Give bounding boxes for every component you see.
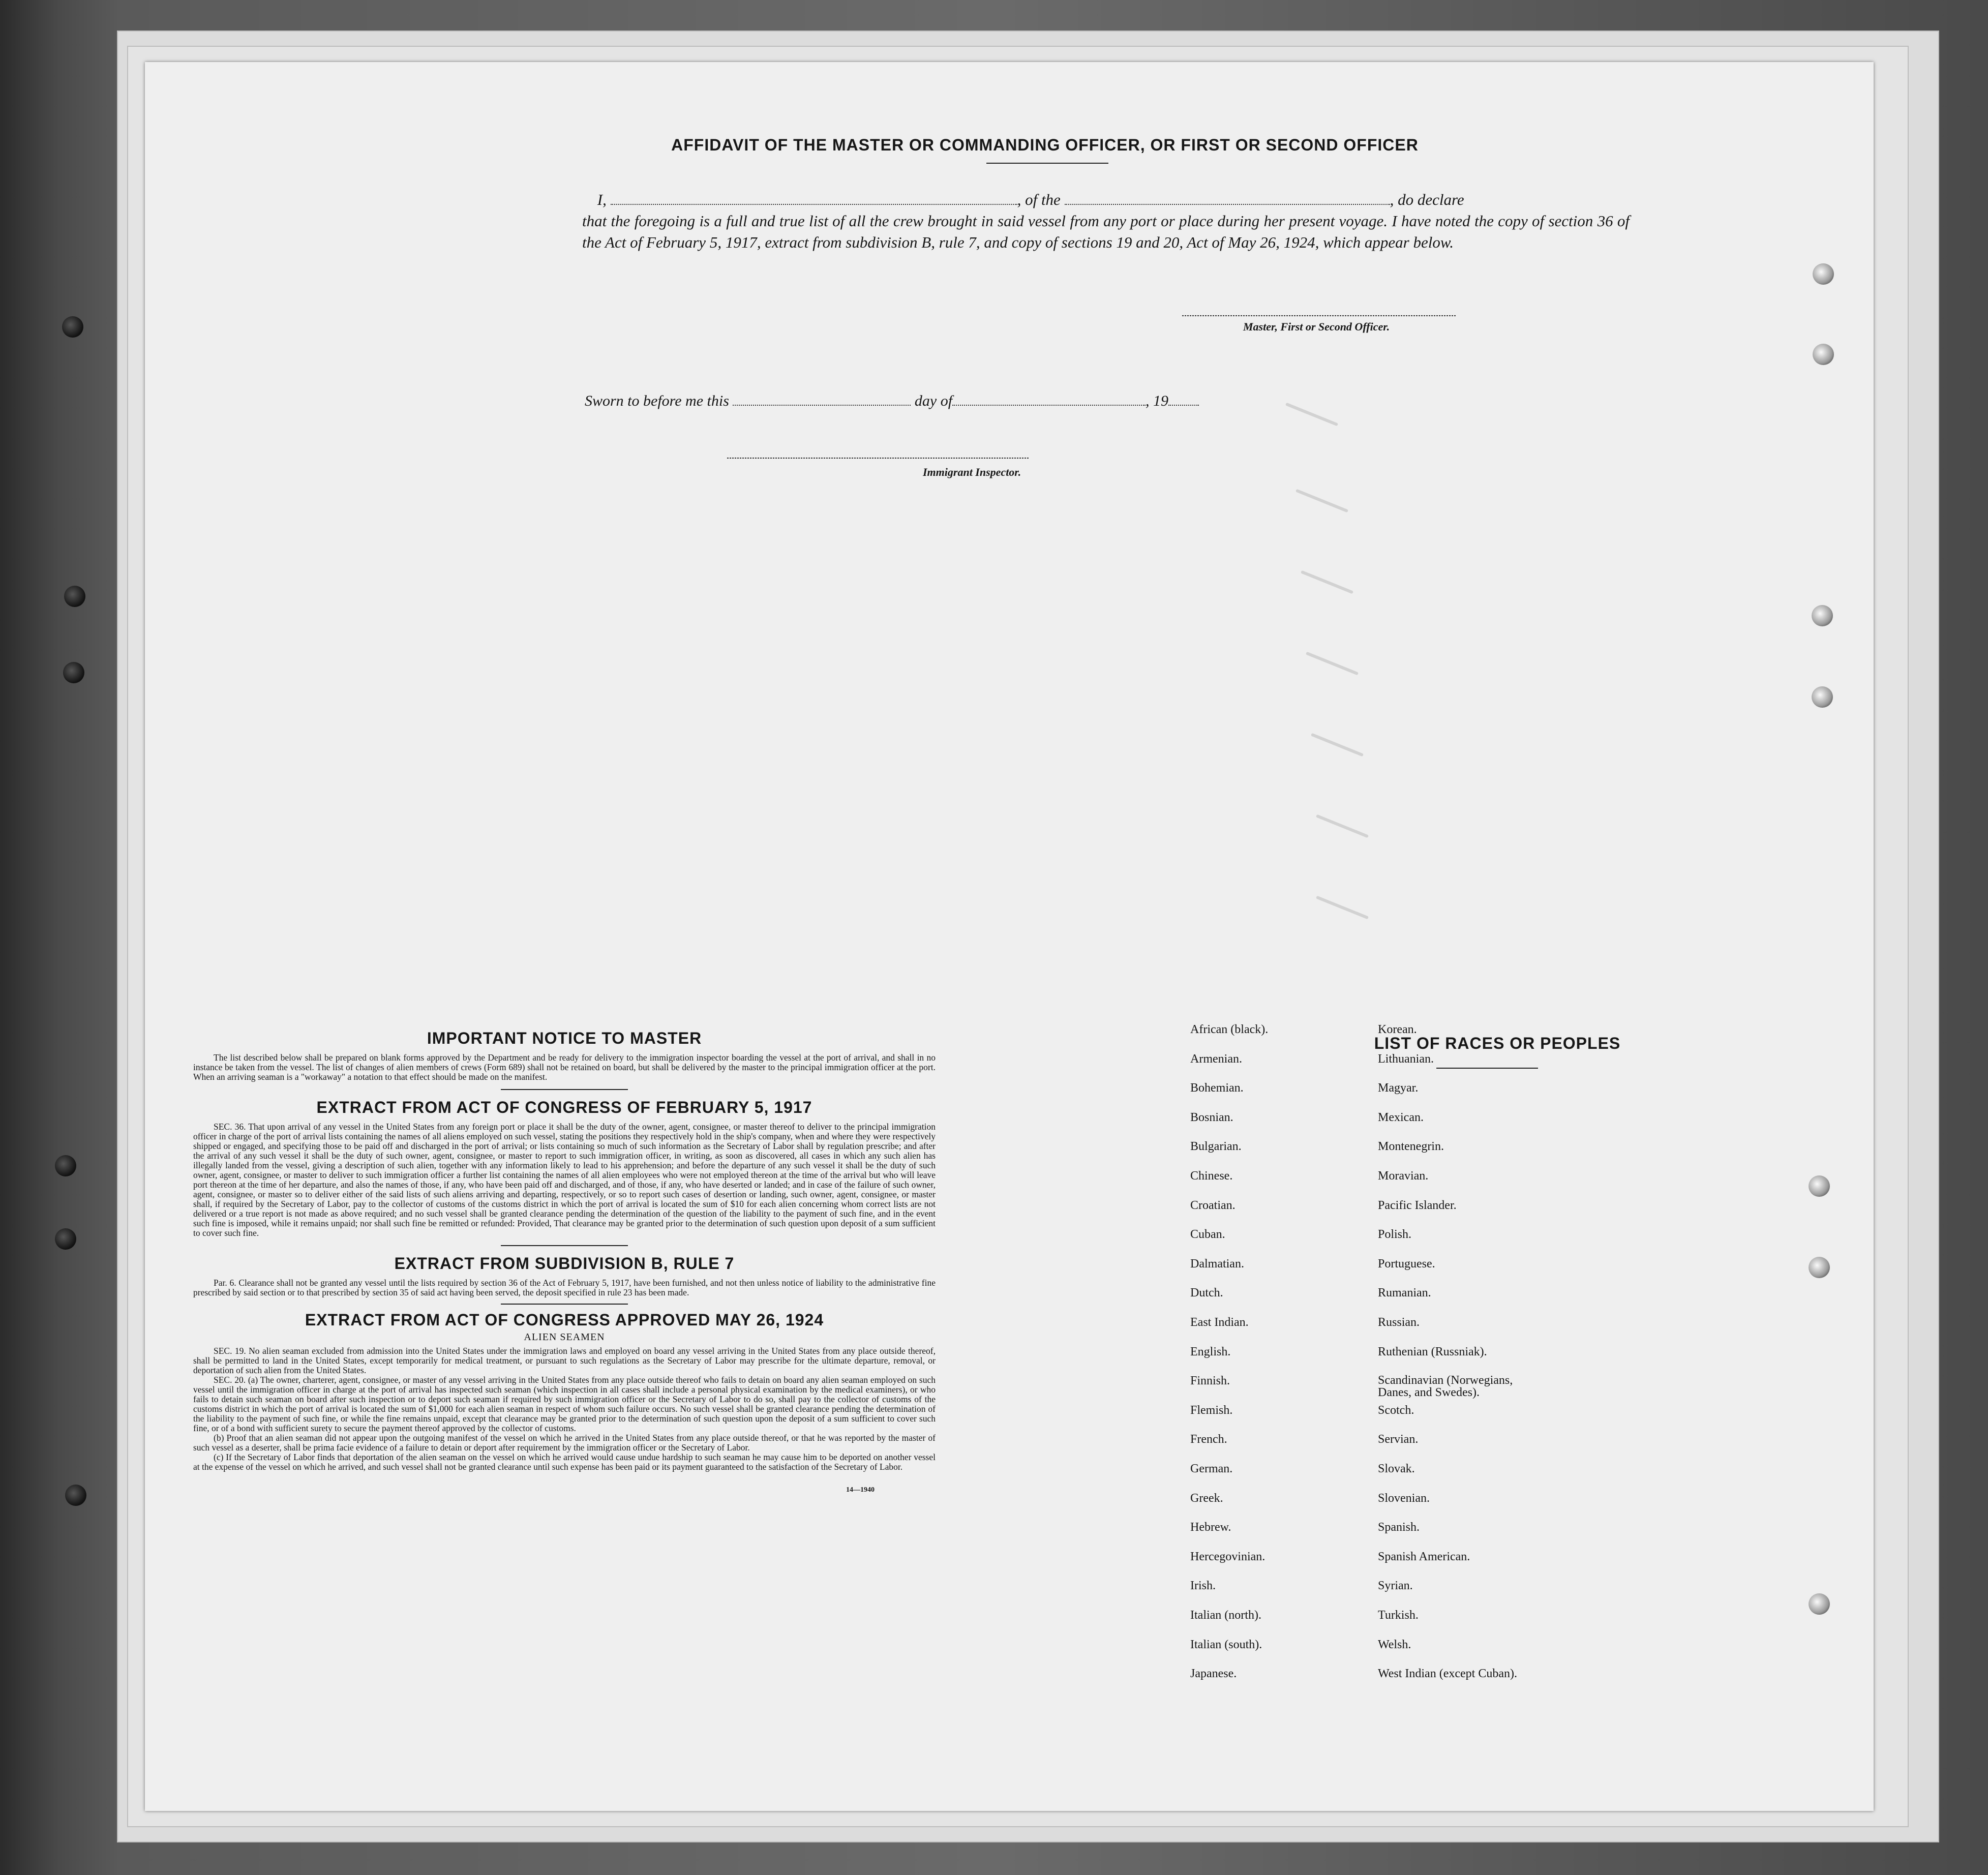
race-item: Italian (north). — [1190, 1609, 1261, 1622]
section-rule — [501, 1245, 628, 1246]
binder-hole-right — [1813, 263, 1834, 285]
bleed-through-mark — [1316, 814, 1369, 838]
sworn-line — [585, 392, 1199, 410]
notices-column — [193, 1029, 936, 1494]
binder-hole-left — [55, 1228, 76, 1250]
race-item: Hercegovinian. — [1190, 1550, 1266, 1563]
race-item: Chinese. — [1190, 1169, 1233, 1183]
document-page — [145, 62, 1874, 1811]
sec20a-text: SEC. 20. (a) The owner, charterer, agent, consignee, or master of any vessel arriving in the United States from any place outside thereof who fails to detain on board any alien seaman employed on such vessel until the immigration officer in charge at the port of arrival has inspected such seaman (which inspection in all cases shall include a personal physical examination by the medical examiners), or who fails to detain such seaman on board after such inspection or to deport such seaman if required by such immigration officer or the Secretary of Labor to do so, shall pay to the collector of customs of the customs district in which the port of arrival is located the sum of $1,000 for each alien seaman in respect of whom such failure occurs. No such vessel shall be granted clearance pending the determination of the liability to the payment of such fine, or while the fine remains unpaid, except that clearance may be granted prior to the determination of such question upon the deposit of a sum sufficient to cover such fine, or of a bond with sufficient surety to secure the payment thereof approved by the collector of customs. — [193, 1375, 936, 1433]
race-item: Lithuanian. — [1378, 1052, 1434, 1066]
bleed-through-mark — [1316, 896, 1369, 920]
race-item: Moravian. — [1378, 1169, 1429, 1183]
race-item: French. — [1190, 1433, 1227, 1446]
race-item: Scotch. — [1378, 1403, 1414, 1417]
sworn-text: Sworn to before me this — [585, 392, 729, 409]
affidavit-declare: , do declare — [1390, 191, 1464, 208]
name-field[interactable] — [611, 193, 1017, 205]
bleed-through-mark — [1285, 403, 1338, 427]
section-rule — [501, 1304, 628, 1305]
race-item: Montenegrin. — [1378, 1140, 1444, 1154]
race-item: Dutch. — [1190, 1286, 1223, 1300]
race-item: Italian (south). — [1190, 1638, 1262, 1651]
binder-hole-right — [1813, 344, 1834, 365]
race-item: Spanish. — [1378, 1521, 1420, 1534]
race-item: Hebrew. — [1190, 1521, 1231, 1534]
inspector-signature-line[interactable] — [727, 458, 1030, 459]
race-item: Armenian. — [1190, 1052, 1242, 1066]
race-item: Magyar. — [1378, 1081, 1419, 1095]
section-rule — [501, 1089, 628, 1090]
binder-hole-left — [63, 662, 84, 683]
race-item: Welsh. — [1378, 1638, 1411, 1651]
binder-hole-right — [1812, 686, 1833, 708]
sec19-text: SEC. 19. No alien seaman excluded from admission into the United States under the immigration laws and employed on board any vessel arriving in the United States from any place outside thereof, shall be permitted to land in the United States, except temporarily for medical treatment, or pursuant to such regulations as the Secretary of Labor may prescribe for the ultimate departure, removal, or deportation of such alien from the United States. — [193, 1346, 936, 1375]
race-item: Servian. — [1378, 1433, 1419, 1446]
race-item: Slovak. — [1378, 1462, 1415, 1475]
affidavit-line-1 — [582, 189, 1635, 210]
affidavit-title: AFFIDAVIT OF THE MASTER OR COMMANDING OFFICER, OR FIRST OR SECOND OFFICER — [671, 136, 1419, 154]
race-item: German. — [1190, 1462, 1233, 1475]
binder-hole-left — [55, 1155, 76, 1176]
race-item: Dalmatian. — [1190, 1257, 1244, 1271]
binder-hole-left — [62, 316, 83, 338]
bleed-through-mark — [1306, 652, 1359, 676]
race-item: Mexican. — [1378, 1110, 1424, 1124]
race-item: Finnish. — [1190, 1374, 1230, 1388]
race-item: Slovenian. — [1378, 1491, 1430, 1505]
race-item: Ruthenian (Russniak). — [1378, 1345, 1487, 1358]
race-item: Syrian. — [1378, 1579, 1413, 1593]
race-item: Bosnian. — [1190, 1110, 1233, 1124]
affidavit-i: I, — [597, 191, 607, 208]
sec20c-text: (c) If the Secretary of Labor finds that deportation of the alien seaman on the vessel on which he arrived would cause undue hardship to such seaman he may cause him to be deported on another vessel at the expense of the vessel on which he arrived, and such vessel shall not be granted clearance until such expense has been paid or its payment guaranteed to the satisfaction of the Secretary of Labor. — [193, 1452, 936, 1472]
notice-title: IMPORTANT NOTICE TO MASTER — [427, 1029, 702, 1047]
master-signature-line[interactable] — [1182, 315, 1457, 316]
race-item: Rumanian. — [1378, 1286, 1431, 1300]
notice-text: The list described below shall be prepared on blank forms approved by the Department and be ready for delivery to the immigration inspector boarding the vessel at the port of arrival, and shall in no instance be taken from the vessel. The list of changes of alien members of crews (Form 689) shall not be retained on board, but shall be delivered by the master to the principal immigration officer at the port. When an arriving seaman is a "workaway" a notation to that effect should be made on the manifest. — [193, 1052, 936, 1082]
title-rule — [986, 163, 1108, 164]
binder-hole-right — [1809, 1175, 1830, 1197]
sec20b-text: (b) Proof that an alien seaman did not appear upon the outgoing manifest of the vessel on which he arrived in the United States from any place outside thereof, or that he was reported by the master of such vessel as a deserter, shall be prima facie evidence of a failure to detain or deport after requirement by the immigration officer or the Secretary of Labor. — [193, 1433, 936, 1453]
binder-hole-right — [1809, 1257, 1830, 1278]
race-item: English. — [1190, 1345, 1231, 1358]
bleed-through-mark — [1311, 733, 1364, 757]
race-item: Croatian. — [1190, 1198, 1236, 1212]
inspector-label: Immigrant Inspector. — [923, 466, 1021, 478]
extract-1924-title: EXTRACT FROM ACT OF CONGRESS APPROVED MAY 26, 1924 — [305, 1311, 824, 1329]
races-title: LIST OF RACES OR PEOPLES — [1374, 1034, 1621, 1052]
race-item: Bulgarian. — [1190, 1140, 1242, 1154]
extract-1917-text: SEC. 36. That upon arrival of any vessel in the United States from any foreign port or place it shall be the duty of the owner, agent, consignee, or master thereof to deliver to the principal immigration officer in charge of the port of arrival lists containing the names of all aliens employed on such vessel, stating the positions they respectively hold in the ship's company, when and where they were respectively shipped or engaged, and specifying those to be paid off and discharged in the port of arrival; or lists containing so much of such information as the Secretary of Labor shall by regulation prescribe; and after the arrival of any such vessel it shall be the duty of such owner, agent, consignee, or master to report to such immigration officer, in writing, as soon as discovered, all cases in which any such alien has illegally landed from the vessel, giving a description of such alien, together with any information likely to lead to his apprehension; and before the departure of any such vessel it shall be the duty of such owner, agent, consignee, or master to deliver to such immigration officer a further list containing the names of all alien employees who were not employed thereon at the time of the arrival but who will leave port thereon at the time of her departure, and also the names of those, if any, who have been paid off and discharged, and of those, if any, who have deserted or landed; and in case of the failure of such owner, agent, consignee, or master so to deliver either of the said lists of such aliens arriving and departing, respectively, or so to report such cases of desertion or landing, such owner, agent, consignee, or master shall, if required by the Secretary of Labor, pay to the collector of customs of the customs district in which the port of arrival is located the sum of $10 for each alien concerning whom correct lists are not delivered or a true report is not made as above required; and no such vessel shall be granted clearance pending the determination of the question of the liability to the payment of such fine, and in the event such fine is imposed, while it remains unpaid; nor shall such fine be remitted or refunded: Provided, That clearance may be granted prior to the determination of such question upon deposit of a sum sufficient to cover such fine. — [193, 1122, 936, 1238]
race-item: Scandinavian (Norwegians, Danes, and Swedes). — [1378, 1374, 1513, 1400]
bleed-through-mark — [1301, 570, 1353, 594]
race-item: Turkish. — [1378, 1609, 1419, 1622]
race-item: Polish. — [1378, 1228, 1412, 1242]
sworn-month-field[interactable] — [952, 394, 1146, 406]
sworn-year-field[interactable] — [1168, 394, 1199, 406]
bleed-through-mark — [1296, 489, 1348, 513]
race-item: Bohemian. — [1190, 1081, 1244, 1095]
extract-1917-title: EXTRACT FROM ACT OF CONGRESS OF FEBRUARY 5, 1917 — [316, 1098, 812, 1116]
race-item: Irish. — [1190, 1579, 1216, 1593]
race-item: Pacific Islander. — [1378, 1198, 1457, 1212]
race-item: Cuban. — [1190, 1228, 1225, 1242]
binder-hole-right — [1812, 605, 1833, 626]
race-item: Flemish. — [1190, 1403, 1233, 1417]
form-code: 14—1940 — [846, 1486, 875, 1494]
master-signature-label: Master, First or Second Officer. — [1243, 320, 1390, 333]
race-item: Russian. — [1378, 1316, 1420, 1329]
race-item: Japanese. — [1190, 1667, 1237, 1681]
extract-rule7-title: EXTRACT FROM SUBDIVISION B, RULE 7 — [394, 1254, 735, 1273]
binder-hole-left — [64, 586, 85, 607]
binder-hole-left — [65, 1485, 86, 1506]
affidavit-of-the: , of the — [1017, 191, 1061, 208]
vessel-field[interactable] — [1065, 193, 1390, 205]
race-item: African (black). — [1190, 1023, 1269, 1036]
sworn-day-field[interactable] — [733, 394, 911, 406]
sworn-day-of: day of — [914, 392, 953, 409]
binder-hole-right — [1809, 1593, 1830, 1615]
affidavit-text: that the foregoing is a full and true list of all the crew brought in said vessel from any port or place during her present voyage. I have noted the copy of section 36 of the Act of February 5, 1917, extract from subdivision B, rule 7, and copy of sections 19 and 20, Act of May 26, 1924, which appear below. — [582, 212, 1630, 251]
race-item: Greek. — [1190, 1491, 1223, 1505]
sworn-year: , 19 — [1146, 392, 1169, 409]
alien-seamen-subtitle: ALIEN SEAMEN — [524, 1332, 605, 1343]
affidavit-body — [582, 189, 1635, 253]
extract-rule7-text: Par. 6. Clearance shall not be granted any vessel until the lists required by section 36 of the Act of February 5, 1917, have been furnished, and not then unless notice of liability to the administrative fine prescribed by said section or to that prescribed by section 35 of said act having been served, the deposit specified in rule 23 has been made. — [193, 1278, 936, 1297]
race-item: West Indian (except Cuban). — [1378, 1667, 1517, 1681]
races-rule — [1436, 1068, 1538, 1069]
race-item: Portuguese. — [1378, 1257, 1435, 1271]
race-item: Korean. — [1378, 1023, 1417, 1036]
race-item: East Indian. — [1190, 1316, 1249, 1329]
race-item: Spanish American. — [1378, 1550, 1470, 1563]
